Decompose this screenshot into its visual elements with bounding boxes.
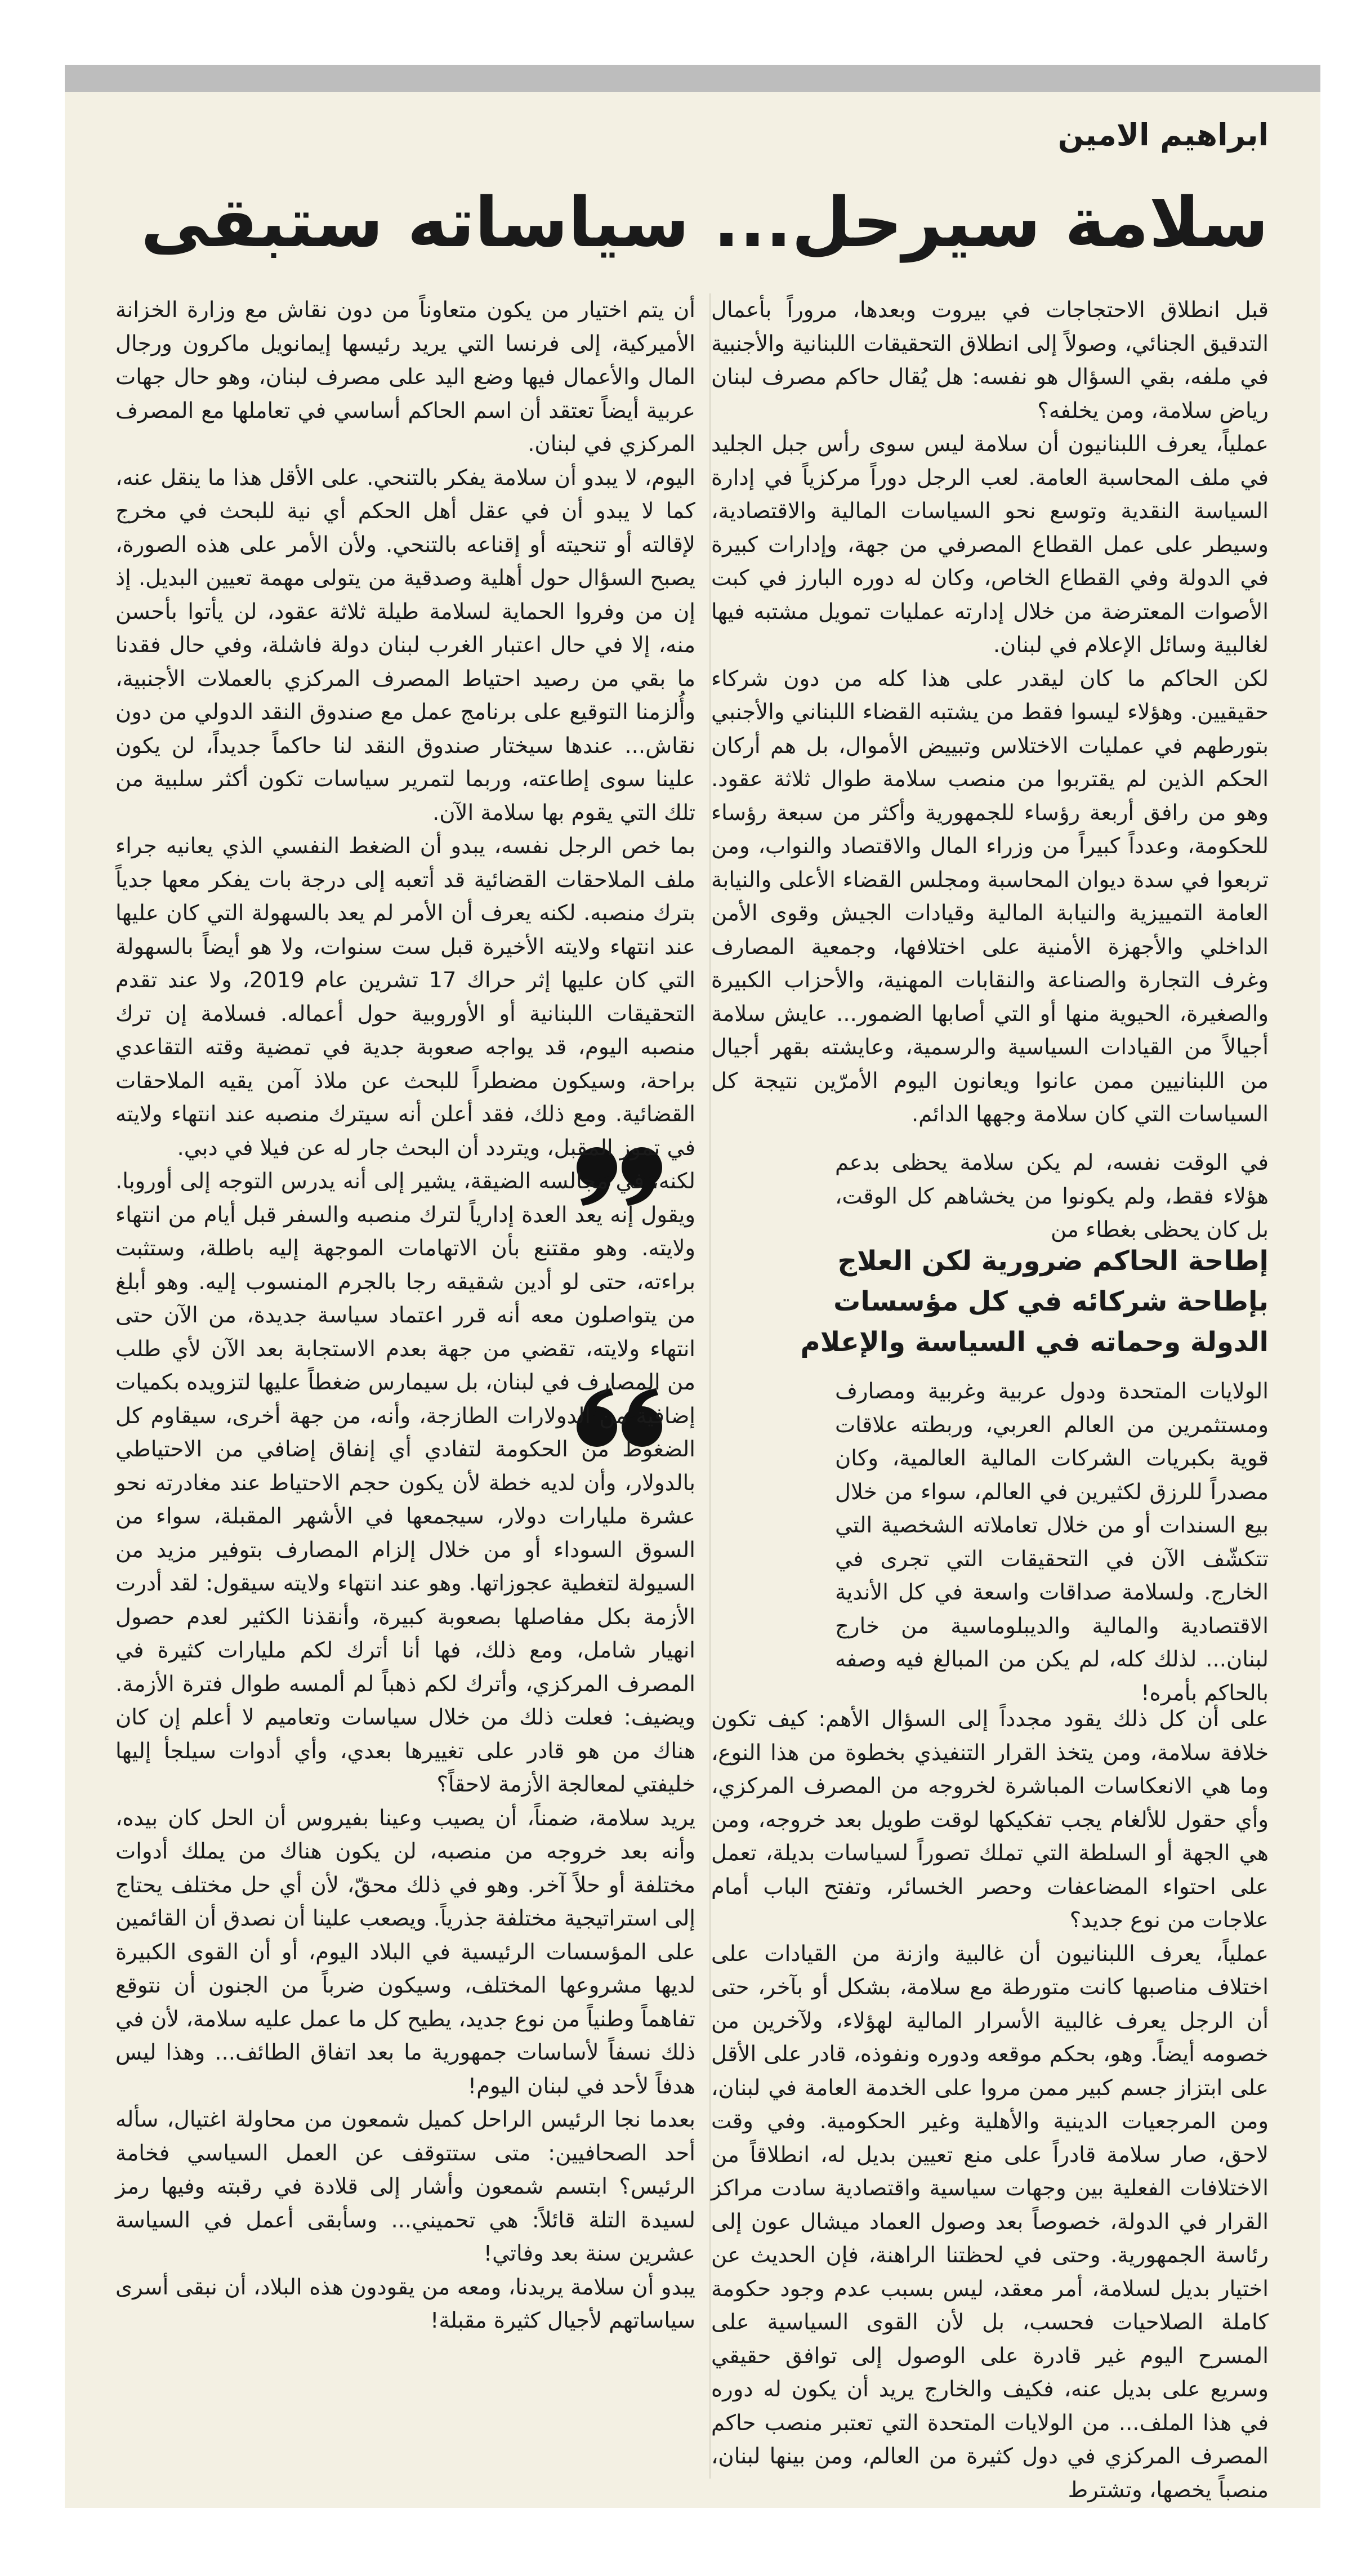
right-column-text-4: على أن كل ذلك يقود مجدداً إلى السؤال الأهم: كيف تكون خلافة سلامة، ومن يتخذ القرار التنفيذي بخطوة من هذا النوع، وما هي الانعكاسات المباشرة لخروجه من المصرف المركزي، وأي حقول للألغام يجب تفكيكها لوقت طويل بعد خروجه، ومن هي الجهة أو السلطة التي تملك تصوراً لسياسات بديلة، تعمل على احتواء المضاعفات وحصر الخسائر، وتفتح الباب أمام علاجات من نوع جديد؟ عملياً، يعرف اللبنانيون أن غالبية وازنة من القيادات على اختلاف مناصبها كانت متورطة مع سلامة، بشكل أو بآخر، حتى أن الرجل يعرف غالبية الأسرار المالية لهؤلاء، ولآخرين من خصومه أيضاً. وهو، بحكم موقعه ودوره ونفوذه، قادر على الأقل على ابتزاز جسم كبير ممن مروا على الخدمة العامة في لبنان، ومن المرجعيات الدينية والأهلية وغير الحكومية. وفي وقت لاحق، صار سلامة قادراً على منع تعيين بديل له، انطلاقاً من الاختلافات الفعلية بين وجهات سياسية واقتصادية سادت مراكز القرار في الدولة، خصوصاً بعد وصول العماد ميشال عون إلى رئاسة الجمهورية. وحتى في لحظتنا الراهنة، فإن الحديث عن اختيار بديل لسلامة، أمر معقد، ليس بسبب عدم وجود حكومة كاملة الصلاحيات فحسب، بل لأن القوى السياسية على المسرح اليوم غير قادرة على الوصول إلى توافق حقيقي وسريع على بديل عنه، فكيف والخارج يريد أن يكون له دوره في هذا الملف... من الولايات المتحدة التي تعتبر منصب حاكم المصرف المركزي في دول كثيرة من العالم، ومن بينها لبنان، منصباً يخصها، وتشترط — [711, 1706, 1269, 2503]
author-name: ابراهيم الامين — [1057, 117, 1269, 153]
right-column-text-1: قبل انطلاق الاحتجاجات في بيروت وبعدها، مروراً بأعمال التدقيق الجنائي، وصولاً إلى انطلاق التحقيقات اللبنانية والأجنبية في ملفه، بقي السؤال هو نفسه: هل يُقال حاكم مصرف لبنان رياض سلامة، ومن يخلفه؟ عملياً، يعرف اللبنانيون أن سلامة ليس سوى رأس جبل الجليد في ملف المحاسبة العامة. لعب الرجل دوراً مركزياً في إدارة السياسة النقدية وتوسع نحو السياسات المالية والاقتصادية، وسيطر على عمل القطاع المصرفي من جهة، وإدارات كبيرة في الدولة وفي القطاع الخاص، وكان له دوره البارز في كبت الأصوات المعترضة من خلال إدارته عمليات تمويل مشتبه فيها لغالبية وسائل الإعلام في لبنان. لكن الحاكم ما كان ليقدر على هذا كله من دون شركاء حقيقيين. وهؤلاء ليسوا فقط من يشتبه القضاء اللبناني والأجنبي بتورطهم في عمليات الاختلاس وتبييض الأموال، بل هم أركان الحكم الذين لم يقتربوا من منصب سلامة طوال ثلاثة عقود. وهو من رافق أربعة رؤساء للجمهورية وأكثر من سبعة رؤساء للحكومة، وعدداً كبيراً من وزراء المال والاقتصاد والنواب، ومن تربعوا في سدة ديوان المحاسبة ومجلس القضاء الأعلى والنيابة العامة التمييزية والنيابة المالية وقيادات الجيش وقوى الأمن الداخلي والأجهزة الأمنية على اختلافها، وجمعية المصارف وغرف التجارة والصناعة والنقابات المهنية، والأحزاب الكبيرة والصغيرة، الحيوية منها أو التي أصابها الضمور... عايش سلامة أجيالاً من القيادات السياسية والرسمية، وعايشته بقهر أجيال من اللبنانيين ممن عانوا ويعانون اليوم الأمرّين نتيجة كل السياسات التي كان سلامة وجهها الدائم. — [711, 297, 1269, 1127]
right-column-text-2: في الوقت نفسه، لم يكن سلامة يحظى بدعم هؤلاء فقط، ولم يكونوا من يخشاهم كل الوقت، بل كان يحظى بغطاء من — [835, 1150, 1269, 1242]
left-column — [115, 293, 695, 2338]
right-column-text-3-wrap — [835, 1375, 1269, 1710]
article-panel — [65, 92, 1320, 2508]
right-column-text-4-wrap — [711, 1703, 1269, 2507]
column-divider — [709, 293, 711, 2479]
headline: سلامة سيرحل... سياساته ستبقى — [140, 182, 1269, 262]
top-gray-bar — [65, 65, 1320, 92]
left-column-text: أن يتم اختيار من يكون متعاوناً من دون نقاش مع وزارة الخزانة الأميركية، إلى فرنسا التي يريد رئيسها إيمانويل ماكرون ورجال المال والأعمال فيها وضع اليد على مصرف لبنان، وهو حال جهات عربية أيضاً تعتقد أن اسم الحاكم أساسي في تعاملها مع المصرف المركزي في لبنان. اليوم، لا يبدو أن سلامة يفكر بالتنحي. على الأقل هذا ما ينقل عنه، كما لا يبدو أن في عقل أهل الحكم أي نية للبحث في مخرج لإقالته أو تنحيته أو إقناعه بالتنحي. ولأن الأمر على هذه الصورة، يصبح السؤال حول أهلية وصدقية من يتولى مهمة تعيين البديل. إذ إن من وفروا الحماية لسلامة طيلة ثلاثة عقود، لن يأتوا بأحسن منه، إلا في حال اعتبار الغرب لبنان دولة فاشلة، وفي حال فقدنا ما بقي من رصيد احتياط المصرف المركزي بالعملات الأجنبية، وأُلزمنا التوقيع على برنامج عمل مع صندوق النقد الدولي من دون نقاش... عندها سيختار صندوق النقد لنا حاكماً جديداً، لن يكون علينا سوى إطاعته، وربما لتمرير سياسات تكون أكثر سلبية من تلك التي يقوم بها سلامة الآن. بما خص الرجل نفسه، يبدو أن الضغط النفسي الذي يعانيه جراء ملف الملاحقات القضائية قد أتعبه إلى درجة بات يفكر معها جدياً بترك منصبه. لكنه يعرف أن الأمر لم يعد بالسهولة التي كان عليها عند انتهاء ولايته الأخيرة قبل ست سنوات، ولا هو أيضاً بالسهولة التي كان عليها إثر حراك 17 تشرين عام 2019، ولا عند تقدم التحقيقات اللبنانية أو الأوروبية حول أعماله. فسلامة إن ترك منصبه اليوم، قد يواجه صعوبة جدية في تمضية وقته التقاعدي براحة، وسيكون مضطراً للبحث عن ملاذ آمن يقيه الملاحقات القضائية. ومع ذلك، فقد أعلن أنه سيترك منصبه عند انتهاء ولايته في تموز المقبل، ويتردد أن البحث جار له عن فيلا في دبي. لكنه، في مجالسه الضيقة، يشير إلى أنه يدرس التوجه إلى أوروبا. ويقول إنه يعد العدة إدارياً لترك منصبه والسفر قبل أيام من انتهاء ولايته. وهو مقتنع بأن الاتهامات الموجهة إليه باطلة، وستثبت براءته، حتى لو أدين شقيقه رجا بالجرم المنسوب إليه. وهو أبلغ من يتواصلون معه أنه قرر اعتماد سياسة جديدة، من الآن حتى انتهاء ولايته، تقضي من جهة بعدم الاستجابة بعد الآن لأي طلب من المصارف في لبنان، بل سيمارس ضغطاً عليها لتزويده بكميات إضافية من الدولارات الطازجة، وأنه، من جهة أخرى، سيقاوم كل الضغوط من الحكومة لتفادي أي إنفاق إضافي من الاحتياطي بالدولار، وأن لديه خطة لأن يكون حجم الاحتياط عند مغادرته نحو عشرة مليارات دولار، سيجمعها في الأشهر المقبلة، سواء من السوق السوداء أو من خلال إلزام المصارف بتوفير مزيد من السيولة لتغطية عجوزاتها. وهو عند انتهاء ولايته سيقول: لقد أدرت الأزمة بكل مفاصلها بصعوبة كبيرة، وأنقذنا الكثير لعدم حصول انهيار شامل، ومع ذلك، فها أنا أترك لكم مليارات كثيرة في المصرف المركزي، وأترك لكم ذهباً لم ألمسه طوال فترة الأزمة. ويضيف: فعلت ذلك من خلال سياسات وتعاميم لا أعلم إن كان هناك من هو قادر على تغييرها بعدي، وأي أدوات سيلجأ إليها خليفتي لمعالجة الأزمة لاحقاً؟ يريد سلامة، ضمناً، أن يصيب وعينا بفيروس أن الحل كان بيده، وأنه بعد خروجه من منصبه، لن يكون هناك من يملك أدوات مختلفة أو حلاً آخر. وهو في ذلك محقّ، لأن أي حل مختلف يحتاج إلى استراتيجية مختلفة جذرياً. ويصعب علينا أن نصدق أن القائمين على المؤسسات الرئيسية في البلاد اليوم، أو أن القوى الكبيرة لديها مشروعها المختلف، وسيكون ضرباً من الجنون أن نتوقع تفاهماً وطنياً من نوع جديد، يطيح كل ما عمل عليه سلامة، لأن في ذلك نسفاً لأساسات جمهورية ما بعد اتفاق الطائف... وهذا ليس هدفاً لأحد في لبنان اليوم! بعدما نجا الرئيس الراحل كميل شمعون من محاولة اغتيال، سأله أحد الصحافيين: متى ستتوقف عن العمل السياسي فخامة الرئيس؟ ابتسم شمعون وأشار إلى قلادة في رقبته وفيها رمز لسيدة التلة قائلاً: هي تحميني... وسأبقى أعمل في السياسة عشرين سنة بعد وفاتي! يبدو أن سلامة يريدنا، ومعه من يقودون هذه البلاد، أن نبقى أسرى سياساتهم لأجيال كثيرة مقبلة! — [115, 297, 695, 2333]
pullquote: إطاحة الحاكم ضرورية لكن العلاج بإطاحة شركائه في كل مؤسسات الدولة وحماته في السياسة والإعلام — [800, 1245, 1269, 1358]
right-column-text-3: الولايات المتحدة ودول عربية وغربية ومصارف ومستثمرين من العالم العربي، وربطته علاقات قوية بكبريات الشركات المالية العالمية، وكان مصدراً للرزق لكثيرين في العالم، سواء من خلال بيع السندات أو من خلال تعاملاته الشخصية التي تتكشّف الآن في التحقيقات التي تجرى في الخارج. ولسلامة صداقات واسعة في كل الأندية الاقتصادية والمالية والديبلوماسية من خارج لبنان... لذلك كله، لم يكن من المبالغ فيه وصفه بالحاكم بأمره! — [835, 1379, 1269, 1706]
right-column-text-2-wrap — [835, 1146, 1269, 1247]
right-column — [711, 293, 1269, 1240]
